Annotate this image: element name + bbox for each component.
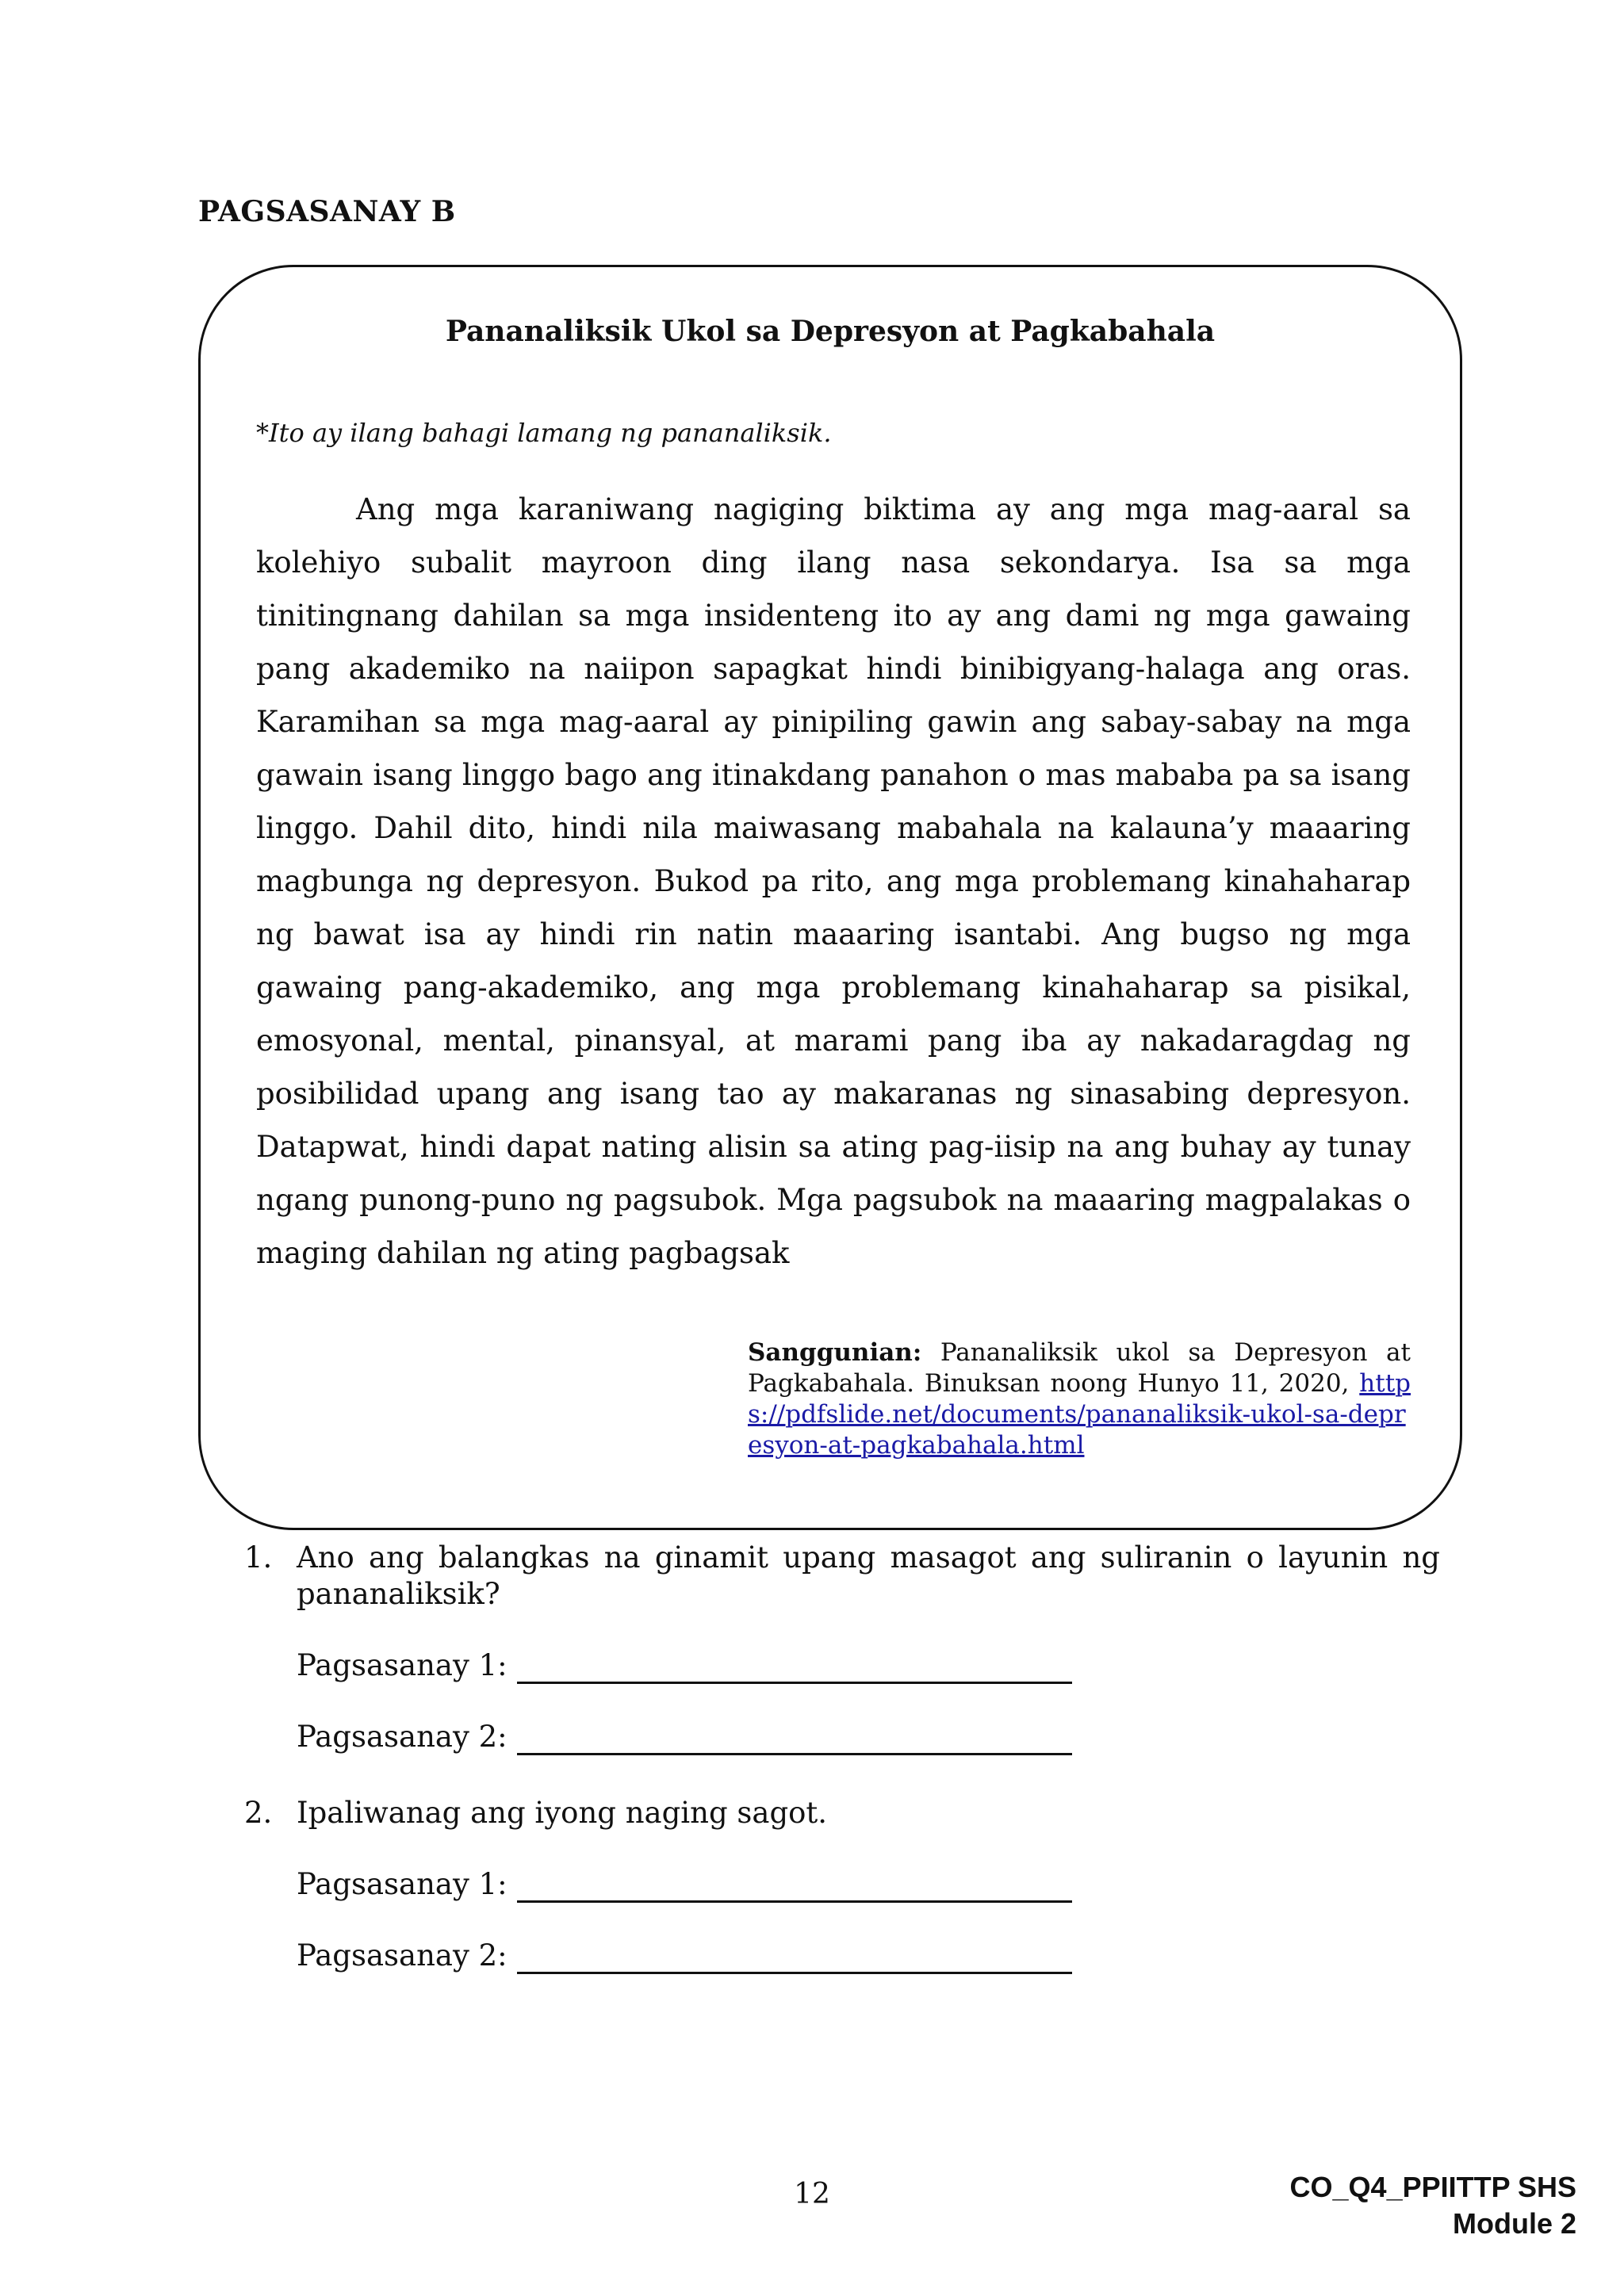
answer-label: Pagsasanay 2: [297, 1938, 508, 1973]
answer-row [244, 1719, 1440, 1755]
question-item [244, 1795, 1440, 1831]
answer-row [244, 1938, 1440, 1974]
answer-label: Pagsasanay 2: [297, 1720, 508, 1754]
reference-label: Sanggunian: [748, 1338, 922, 1367]
reading-passage-box [198, 265, 1462, 1530]
module-code [1290, 2169, 1576, 2242]
questions-list [244, 1540, 1440, 1974]
question-number: 2. [244, 1796, 273, 1830]
answer-blank[interactable] [517, 1942, 1072, 1974]
passage-title: Pananaliksik Ukol sa Depresyon at Pagkabahala [445, 315, 1216, 348]
question-number: 1. [244, 1540, 273, 1575]
reference-citation [748, 1337, 1411, 1461]
passage-body: Ang mga karaniwang nagiging biktima ay ang mga mag-aaral sa kolehiyo subalit mayroon ding ilang nasa sekondarya. Isa sa mga tinitingnang dahilan sa mga insidenteng ito ay ang dami ng mga gawaing pang akademiko na naiipon sapagkat hindi binibigyang-halaga ang oras. Karamihan sa mga mag-aaral ay pinipiling gawin ang sabay-sabay na mga gawain isang linggo bago ang itinakdang panahon o mas mababa pa sa isang linggo. Dahil dito, hindi nila maiwasang mabahala na kalauna’y maaaring magbunga ng depresyon. Bukod pa rito, ang mga problemang kinahaharap ng bawat isa ay hindi rin natin maaaring isantabi. Ang bugso ng mga gawaing pang-akademiko, ang mga problemang kinahaharap sa pisikal, emosyonal, mental, pinansyal, at marami pang iba ay nakadaragdag ng posibilidad upang ang isang tao ay makaranas ng sinasabing depresyon. Datapwat, hindi dapat nating alisin sa ating pag-iisip na ang buhay ay tunay ngang punong-puno ng pagsubok. Mga pagsubok na maaaring magpalakas o maging dahilan ng ating pagbagsak [256, 492, 1411, 1270]
question-text: Ipaliwanag ang iyong naging sagot. [297, 1796, 828, 1830]
answer-blank[interactable] [517, 1723, 1072, 1755]
answer-label: Pagsasanay 1: [297, 1867, 508, 1901]
answer-row [244, 1647, 1440, 1684]
answer-blank[interactable] [517, 1870, 1072, 1903]
question-text: Ano ang balangkas na ginamit upang masagot ang suliranin o layunin ng pananaliksik? [297, 1540, 1440, 1611]
reference-link[interactable]: https://pdfslide.net/documents/pananaliksik-ukol-sa-depresyon-at-pagkabahala.html [748, 1369, 1411, 1460]
reference-text: Pananaliksik ukol sa Depresyon at Pagkabahala. Binuksan noong Hunyo 11, 2020, [748, 1338, 1411, 1398]
section-heading: PAGSASANAY B [198, 195, 456, 228]
module-label: Module 2 [1452, 2207, 1576, 2240]
module-code-line: CO_Q4_PPIITTP SHS [1289, 2171, 1576, 2203]
answer-row [244, 1866, 1440, 1903]
passage-note: *Ito ay ilang bahagi lamang ng pananaliksik. [256, 418, 832, 448]
answer-label: Pagsasanay 1: [297, 1648, 508, 1682]
question-item [244, 1540, 1440, 1613]
answer-blank[interactable] [517, 1651, 1072, 1684]
page-number: 12 [794, 2178, 830, 2210]
